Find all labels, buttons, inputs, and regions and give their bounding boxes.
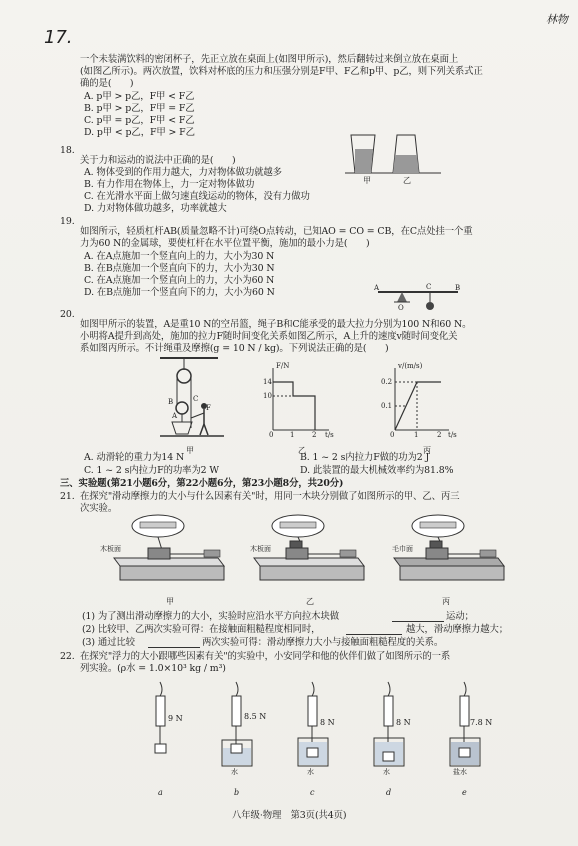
- q20-fig-label-yi: 乙: [298, 446, 306, 455]
- q19-label-o: O: [398, 304, 404, 312]
- q20-yi-xlabel: t/s: [325, 431, 334, 439]
- q18-stem: 关于力和运动的说法中正确的是( ): [80, 155, 236, 166]
- q21-part3: (3) 通过比较: [82, 637, 135, 648]
- q22-buoyancy-figures: [140, 680, 500, 782]
- q20-bing-ylabel: v/(m/s): [398, 362, 423, 370]
- q20-bing-tick-2: 2: [437, 431, 442, 439]
- q21-part3-end: 两次实验可得：滑动摩擦力大小与接触面粗糙程度的关系。: [202, 637, 444, 648]
- q18-option-c: C. 在光滑水平面上做匀速直线运动的物体，没有力做功: [84, 191, 310, 202]
- q19-option-d: D. 在B点施加一个竖直向下的力，大小为60 N: [84, 287, 275, 298]
- handwritten-number: 17.: [44, 27, 73, 48]
- q22-reading-b: 8.5 N: [244, 712, 267, 721]
- q17-line1: 一个未装满饮料的密闭杯子，先正立放在桌面上(如图甲所示)，然后翻转过来倒立放在桌面上: [80, 54, 459, 65]
- q20-force-time-graph: [265, 362, 335, 442]
- q21-fig-label-yi: 乙: [306, 597, 314, 606]
- q20-velocity-time-graph: [385, 362, 455, 442]
- q17-option-c: C. p甲 = p乙，F甲 < F乙: [84, 115, 195, 126]
- q22-letter-d: d: [386, 788, 392, 797]
- q21-part2: (2) 比较甲、乙两次实验可得：在接触面粗糙程度相同时，: [82, 624, 321, 635]
- q21-blank-1[interactable]: [392, 621, 444, 622]
- q20-label-a: A: [172, 412, 178, 420]
- q20-yi-y2: 10: [263, 392, 272, 400]
- q22-liquid-d: 水: [383, 768, 390, 776]
- q17-fig-label-a: 甲: [363, 176, 371, 185]
- q19-line1: 如图所示，轻质杠杆AB(质量忽略不计)可绕O点转动，已知AO = CO = CB，在C点处挂一个重: [80, 226, 473, 237]
- q20-bing-xlabel: t/s: [448, 431, 457, 439]
- q20-bing-y1: 0.2: [381, 378, 393, 386]
- q21-fig-label-bing: 丙: [442, 597, 450, 606]
- q20-yi-tick-2: 2: [312, 431, 317, 439]
- q21-friction-figures: [100, 514, 510, 596]
- q21-blank-2[interactable]: [346, 634, 402, 635]
- q18-number: 18.: [60, 145, 75, 156]
- section3-heading: 三、实验题(第21小题6分，第22小题6分，第23小题8分，共20分): [60, 478, 344, 489]
- q22-number: 22.: [60, 651, 75, 662]
- q21-line1: 在探究"滑动摩擦力的大小与什么因素有关"时，用同一木块分别做了如图所示的甲、乙、丙三: [80, 491, 460, 502]
- q19-option-b: B. 在B点施加一个竖直向下的力，大小为30 N: [84, 263, 275, 274]
- q17-option-a: A. p甲 > p乙，F甲 < F乙: [84, 91, 195, 102]
- q21-part1: (1) 为了测出滑动摩擦力的大小，实验时应沿水平方向拉木块做: [82, 611, 340, 622]
- q21-number: 21.: [60, 491, 75, 502]
- q22-line1: 在探究"浮力的大小跟哪些因素有关"的实验中，小安同学和他的伙伴们做了如图所示的一系: [80, 651, 451, 662]
- q20-bing-y2: 0.1: [381, 402, 393, 410]
- q20-line2: 小明将A提升到高处，施加的拉力F随时间变化关系如图乙所示，A上升的速度v随时间变化关: [80, 331, 458, 342]
- q21-fig-label-jia: 甲: [166, 597, 174, 606]
- q22-reading-a: 9 N: [168, 714, 183, 723]
- q20-option-a: A. 动滑轮的重力为14 N: [84, 452, 185, 463]
- q20-fig-label-bing: 丙: [423, 446, 431, 455]
- q21-blank-3[interactable]: [148, 647, 200, 648]
- q17-line2: (如图乙所示)。两次放置，饮料对杯底的压力和压强分别是F甲、F乙和p甲、p乙，则下列关系式正: [80, 66, 483, 77]
- q20-yi-ylabel: F/N: [276, 362, 290, 370]
- q20-line1: 如图甲所示的装置，A是重10 N的空吊篮，绳子B和C能承受的最大拉力分别为100 N和60 N。: [80, 319, 472, 330]
- q17-line3: 确的是( ): [80, 78, 134, 89]
- q20-label-f: F: [206, 404, 211, 412]
- q18-option-a: A. 物体受到的作用力越大，力对物体做功就越多: [84, 167, 282, 178]
- q21-surface-label-3: 毛巾面: [392, 545, 413, 553]
- q22-letter-e: e: [462, 788, 467, 797]
- q17-fig-label-b: 乙: [403, 176, 411, 185]
- q17-cups-figure: [345, 125, 445, 185]
- q21-line2: 次实验。: [80, 503, 118, 514]
- q20-number: 20.: [60, 309, 75, 320]
- q17-option-b: B. p甲 > p乙，F甲 = F乙: [84, 103, 195, 114]
- q19-label-a: A: [374, 284, 380, 292]
- q20-yi-y1: 14: [263, 378, 272, 386]
- q21-surface-label-2: 木板面: [250, 545, 271, 553]
- q20-label-b: B: [168, 398, 174, 406]
- q20-yi-tick-0: 0: [269, 431, 274, 439]
- q22-letter-a: a: [158, 788, 163, 797]
- q19-label-b: B: [455, 284, 461, 292]
- q21-part2-end: 越大，滑动摩擦力越大；: [406, 624, 509, 635]
- q19-option-a: A. 在A点施加一个竖直向上的力，大小为30 N: [84, 251, 275, 262]
- q21-surface-label-1: 木板面: [100, 545, 121, 553]
- q22-letter-b: b: [234, 788, 240, 797]
- q18-option-d: D. 力对物体做功越多，功率就越大: [84, 203, 227, 214]
- q17-option-d: D. p甲 < p乙，F甲 > F乙: [84, 127, 195, 138]
- q22-letter-c: c: [310, 788, 315, 797]
- q22-reading-c: 8 N: [320, 718, 335, 727]
- q20-option-d: D. 此装置的最大机械效率约为81.8%: [300, 465, 454, 476]
- q20-bing-tick-1: 1: [414, 431, 419, 439]
- q20-fig-label-jia: 甲: [186, 446, 194, 455]
- q22-reading-d: 8 N: [396, 718, 411, 727]
- q19-line2: 力为60 N的金属球，要使杠杆在水平位置平衡，施加的最小力是( ): [80, 238, 370, 249]
- corner-mark: 林物: [546, 13, 568, 26]
- page-footer: 八年级·物理 第3页(共4页): [232, 810, 347, 821]
- q20-option-b: B. 1 ~ 2 s内拉力F做的功为2 J: [300, 452, 430, 463]
- q22-reading-e: 7.8 N: [470, 718, 493, 727]
- q19-label-c: C: [426, 283, 432, 291]
- q22-liquid-e: 盐水: [453, 768, 467, 776]
- q22-liquid-c: 水: [307, 768, 314, 776]
- q19-number: 19.: [60, 216, 75, 227]
- q21-part1-end: 运动；: [446, 611, 474, 622]
- q20-line3: 系如图丙所示。不计绳重及摩擦(g = 10 N / kg)。下列说法正确的是( ): [80, 343, 389, 354]
- q22-line2: 列实验。(ρ水 = 1.0×10³ kg / m³): [80, 663, 226, 674]
- q22-liquid-b: 水: [231, 768, 238, 776]
- q20-label-c: C: [193, 395, 199, 403]
- q20-bing-tick-0: 0: [390, 431, 395, 439]
- q19-option-c: C. 在A点施加一个竖直向上的力，大小为60 N: [84, 275, 275, 286]
- q20-yi-tick-1: 1: [290, 431, 295, 439]
- q18-option-b: B. 有力作用在物体上，力一定对物体做功: [84, 179, 255, 190]
- q20-option-c: C. 1 ~ 2 s内拉力F的功率为2 W: [84, 465, 219, 476]
